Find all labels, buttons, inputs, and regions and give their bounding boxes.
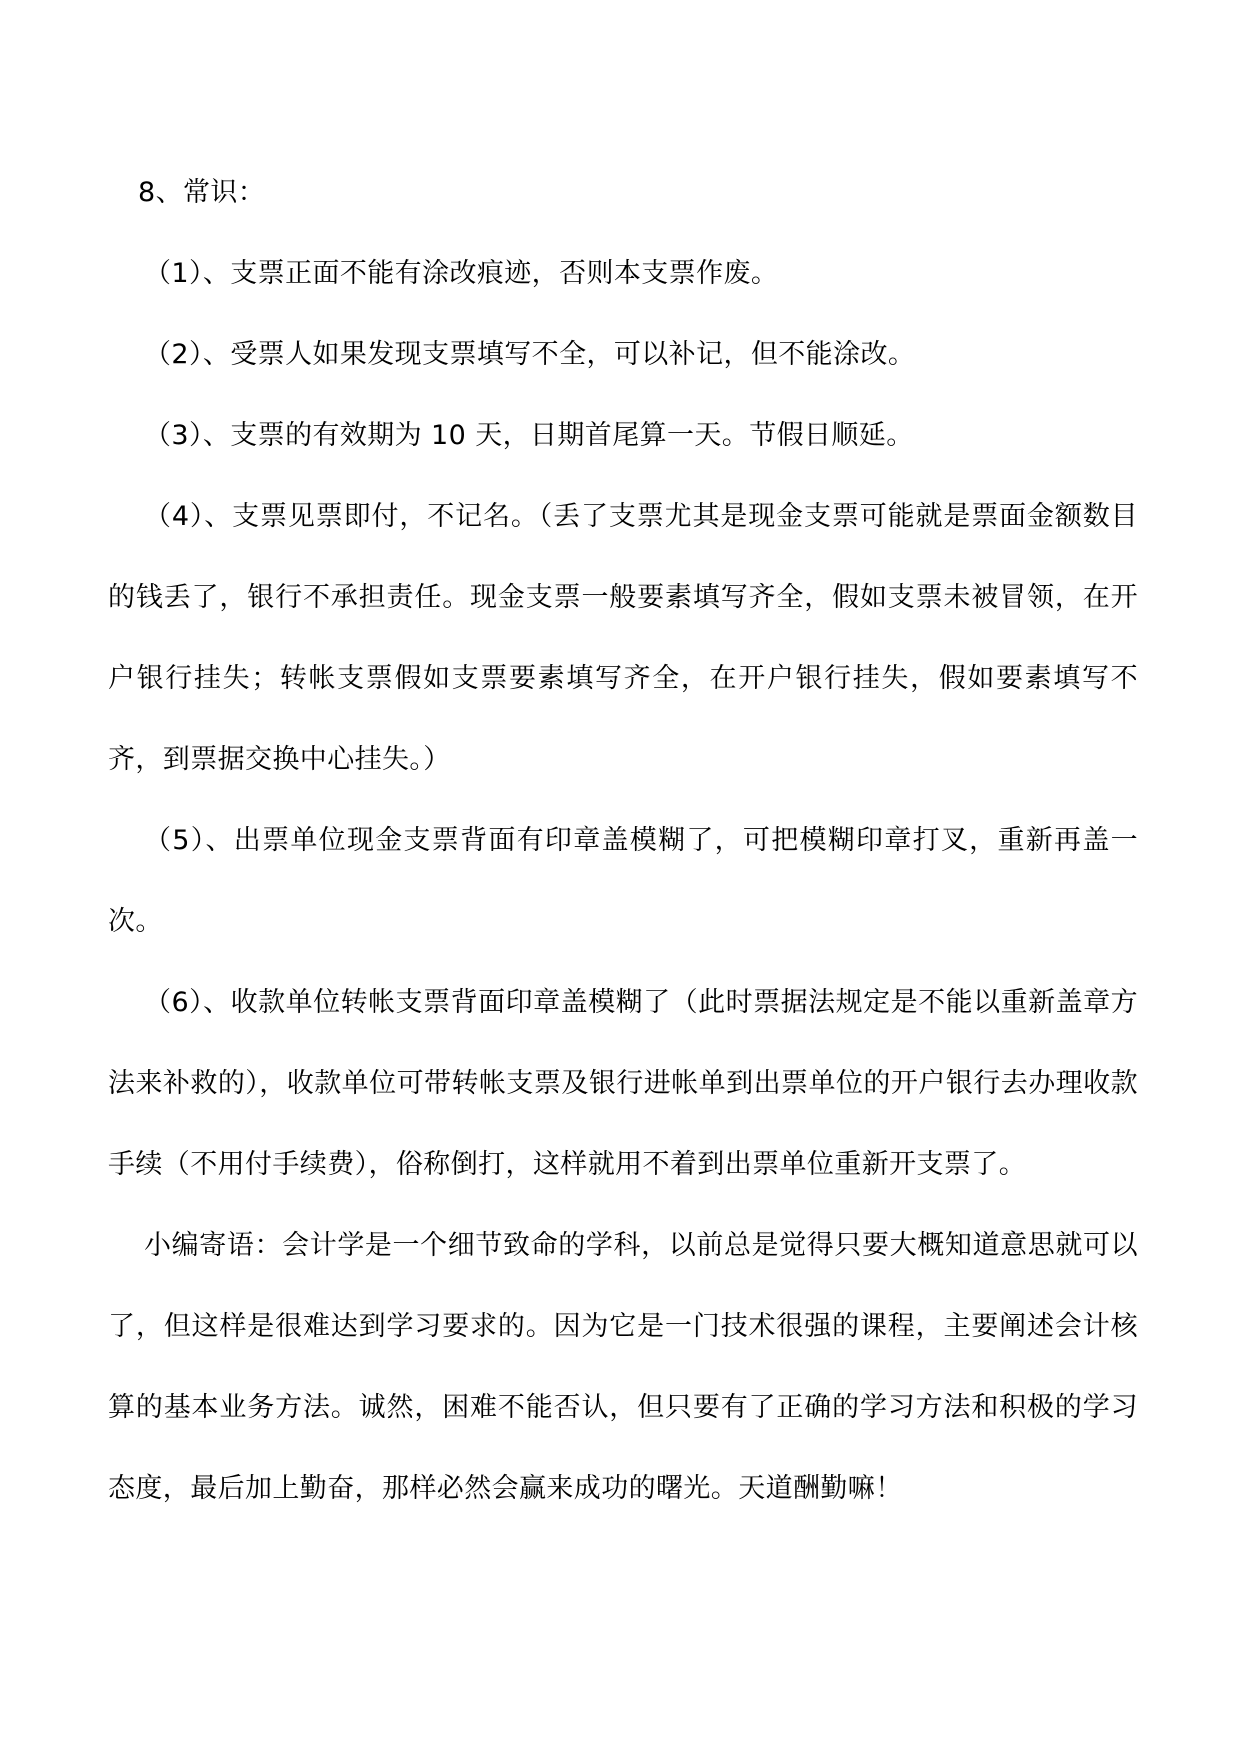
closing-paragraph: 小编寄语：会计学是一个细节致命的学科，以前总是觉得只要大概知道意思就可以了，但这样是很难达到学习要求的。因为它是一门技术很强的课程，主要阐述会计核算的基本业务方法。诚然，困难不能否认，但只要有了正确的学习方法和积极的学习态度，最后加上勤奋，那样必然会赢来成功的曙光。天道酬勤嘛！ xyxy=(108,1230,1138,1504)
rule-item-6: （6）、收款单位转帐支票背面印章盖模糊了（此时票据法规定是不能以重新盖章方法来补救的），收款单位可带转帐支票及银行进帐单到出票单位的开户银行去办理收款手续（不用付手续费），俗称倒打，这样就用不着到出票单位重新开支票了。 xyxy=(108,987,1138,1180)
section-heading: 8、常识： xyxy=(138,177,266,208)
rule-item-2: （2）、受票人如果发现支票填写不全，可以补记，但不能涂改。 xyxy=(144,339,916,370)
rule-item-1: （1）、支票正面不能有涂改痕迹，否则本支票作废。 xyxy=(144,258,779,289)
rule-item-3: （3）、支票的有效期为 10 天，日期首尾算一天。节假日顺延。 xyxy=(144,420,914,451)
rule-item-5: （5）、出票单位现金支票背面有印章盖模糊了，可把模糊印章打叉，重新再盖一次。 xyxy=(108,825,1138,937)
rule-item-4: （4）、支票见票即付，不记名。（丢了支票尤其是现金支票可能就是票面金额数目的钱丢了，银行不承担责任。现金支票一般要素填写齐全，假如支票未被冒领，在开户银行挂失；转帐支票假如支票要素填写齐全，在开户银行挂失，假如要素填写不齐，到票据交换中心挂失。） xyxy=(108,501,1138,775)
document-body xyxy=(108,152,1138,1529)
